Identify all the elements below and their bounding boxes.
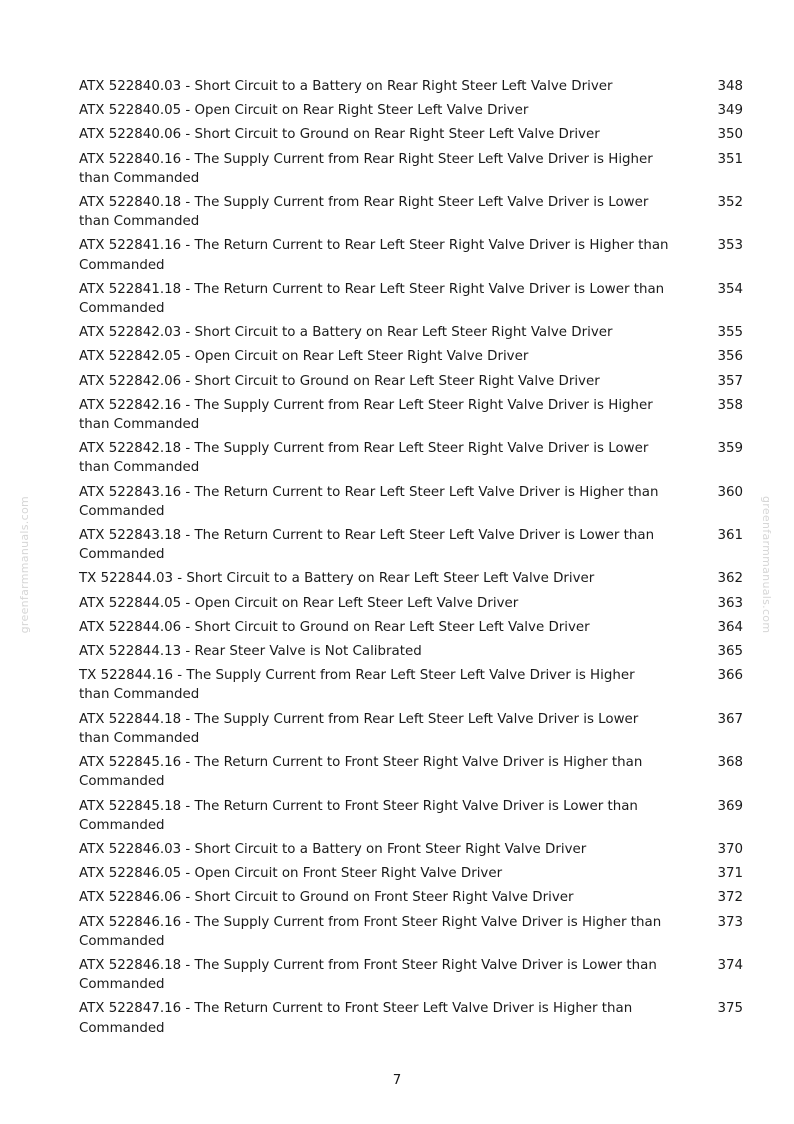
toc-entry-page: 352 <box>717 195 743 211</box>
toc-entry-title: ATX 522840.03 - Short Circuit to a Battery on Rear Right Steer Left Valve Driver <box>79 79 613 94</box>
toc-entry-title: ATX 522846.03 - Short Circuit to a Battery on Front Steer Right Valve Driver <box>79 841 587 857</box>
toc-entry-page: 356 <box>717 349 743 365</box>
toc-entry[interactable] <box>79 753 743 791</box>
toc-entry-title: ATX 522846.06 - Short Circuit to Ground on Front Steer Right Valve Driver <box>79 890 574 906</box>
toc-entry[interactable] <box>79 618 743 637</box>
toc-entry[interactable] <box>79 125 743 144</box>
toc-entry[interactable] <box>79 372 743 391</box>
toc-entry-title: ATX 522842.16 - The Supply Current from Rear Left Steer Right Valve Driver is Higher than Commanded <box>79 397 653 433</box>
toc-entry-page: 368 <box>717 755 743 771</box>
toc-entry[interactable] <box>79 888 743 907</box>
toc-entry-page: 361 <box>717 528 743 544</box>
toc-entry-page: 374 <box>717 957 743 973</box>
toc-entry[interactable] <box>79 569 743 588</box>
toc-entry-title: ATX 522840.06 - Short Circuit to Ground on Rear Right Steer Left Valve Driver <box>79 127 600 143</box>
toc-entry-title: ATX 522842.03 - Short Circuit to a Battery on Rear Left Steer Right Valve Driver <box>79 325 613 341</box>
toc-entry-title: ATX 522842.18 - The Supply Current from Rear Left Steer Right Valve Driver is Lower than Commanded <box>79 441 649 476</box>
toc-entry-title: ATX 522842.06 - Short Circuit to Ground on Rear Left Steer Right Valve Driver <box>79 373 600 389</box>
toc-entry-page: 362 <box>717 571 743 587</box>
toc-entry-title: ATX 522845.18 - The Return Current to Front Steer Right Valve Driver is Lower than Commanded <box>79 798 638 833</box>
toc-entry[interactable] <box>79 280 743 318</box>
toc-entry[interactable] <box>79 666 743 704</box>
toc-entry[interactable] <box>79 642 743 661</box>
toc-entry-page: 349 <box>717 103 743 119</box>
toc-entry-title: ATX 522844.18 - The Supply Current from Rear Left Steer Left Valve Driver is Lower than Commanded <box>79 711 639 746</box>
toc-entry-title: ATX 522847.16 - The Return Current to Front Steer Left Valve Driver is Higher than Commanded <box>79 1001 633 1036</box>
toc-entry[interactable] <box>79 864 743 883</box>
toc-entry[interactable] <box>79 101 743 120</box>
toc-entry-page: 351 <box>717 151 743 167</box>
toc-entry-title: ATX 522845.16 - The Return Current to Front Steer Right Valve Driver is Higher than Commanded <box>79 755 643 790</box>
toc-entry-title: ATX 522846.16 - The Supply Current from Front Steer Right Valve Driver is Higher than Commanded <box>79 914 662 949</box>
toc-entry[interactable] <box>79 797 743 835</box>
toc-entry-title: ATX 522843.16 - The Return Current to Rear Left Steer Left Valve Driver is Higher than Commanded <box>79 484 659 519</box>
toc-entry[interactable] <box>79 77 743 96</box>
toc-entry-page: 348 <box>717 79 743 94</box>
toc-entry[interactable] <box>79 396 743 434</box>
watermark-right: greenfarmmanuals.com <box>760 496 773 634</box>
toc-entry[interactable] <box>79 236 743 274</box>
toc-entry[interactable] <box>79 840 743 859</box>
toc-entry-page: 354 <box>717 281 743 297</box>
toc-entry-title: ATX 522846.05 - Open Circuit on Front Steer Right Valve Driver <box>79 866 503 882</box>
toc-entry-title: ATX 522843.18 - The Return Current to Rear Left Steer Left Valve Driver is Lower than Commanded <box>79 528 655 563</box>
toc-entry[interactable] <box>79 526 743 564</box>
toc-entry-title: TX 522844.16 - The Supply Current from Rear Left Steer Left Valve Driver is Higher than Commanded <box>79 668 635 703</box>
toc-entry-title: ATX 522841.18 - The Return Current to Rear Left Steer Right Valve Driver is Lower than Commanded <box>79 281 665 317</box>
toc-entry[interactable] <box>79 483 743 521</box>
toc-entry[interactable] <box>79 594 743 613</box>
toc-entry-title: ATX 522844.06 - Short Circuit to Ground on Rear Left Steer Left Valve Driver <box>79 619 590 635</box>
toc-entry-title: TX 522844.03 - Short Circuit to a Battery on Rear Left Steer Left Valve Driver <box>79 571 595 587</box>
toc-entry-page: 358 <box>717 397 743 413</box>
toc-entry-page: 371 <box>717 866 743 882</box>
toc-entry-page: 355 <box>717 325 743 341</box>
toc-entry-page: 363 <box>717 595 743 611</box>
toc-entry-page: 353 <box>717 238 743 254</box>
toc-entry-page: 357 <box>717 373 743 389</box>
watermark-left: greenfarmmanuals.com <box>18 496 31 634</box>
toc-entry-title: ATX 522841.16 - The Return Current to Rear Left Steer Right Valve Driver is Higher than Commanded <box>79 238 669 273</box>
toc-entry[interactable] <box>79 956 743 994</box>
toc-entry-page: 365 <box>717 644 743 660</box>
toc-entry-title: ATX 522846.18 - The Supply Current from Front Steer Right Valve Driver is Lower than Commanded <box>79 957 657 993</box>
toc-entry-page: 360 <box>717 484 743 500</box>
toc-entry[interactable] <box>79 193 743 231</box>
toc-entry-title: ATX 522844.05 - Open Circuit on Rear Left Steer Left Valve Driver <box>79 595 519 611</box>
toc-entry[interactable] <box>79 439 743 477</box>
toc-entry[interactable] <box>79 999 743 1037</box>
toc-entry-page: 369 <box>717 798 743 814</box>
table-of-contents <box>79 77 743 1043</box>
toc-entry-title: ATX 522840.05 - Open Circuit on Rear Right Steer Left Valve Driver <box>79 103 529 119</box>
page-number: 7 <box>392 1073 402 1088</box>
toc-entry[interactable] <box>79 150 743 188</box>
toc-entry[interactable] <box>79 347 743 366</box>
toc-entry-title: ATX 522840.18 - The Supply Current from Rear Right Steer Left Valve Driver is Lower than Commanded <box>79 195 649 230</box>
toc-entry-page: 367 <box>717 711 743 727</box>
toc-entry-page: 366 <box>717 668 743 684</box>
toc-entry[interactable] <box>79 323 743 342</box>
toc-entry-title: ATX 522844.13 - Rear Steer Valve is Not Calibrated <box>79 644 422 660</box>
toc-entry[interactable] <box>79 913 743 951</box>
toc-entry-page: 370 <box>717 841 743 857</box>
toc-entry-page: 359 <box>717 441 743 457</box>
toc-entry-title: ATX 522842.05 - Open Circuit on Rear Left Steer Right Valve Driver <box>79 349 529 365</box>
toc-entry-page: 373 <box>717 914 743 930</box>
toc-entry-page: 364 <box>717 619 743 635</box>
toc-entry-page: 350 <box>717 127 743 143</box>
toc-entry[interactable] <box>79 710 743 748</box>
toc-entry-page: 372 <box>717 890 743 906</box>
toc-entry-title: ATX 522840.16 - The Supply Current from Rear Right Steer Left Valve Driver is Higher than Commanded <box>79 151 653 186</box>
toc-entry-page: 375 <box>717 1001 743 1017</box>
